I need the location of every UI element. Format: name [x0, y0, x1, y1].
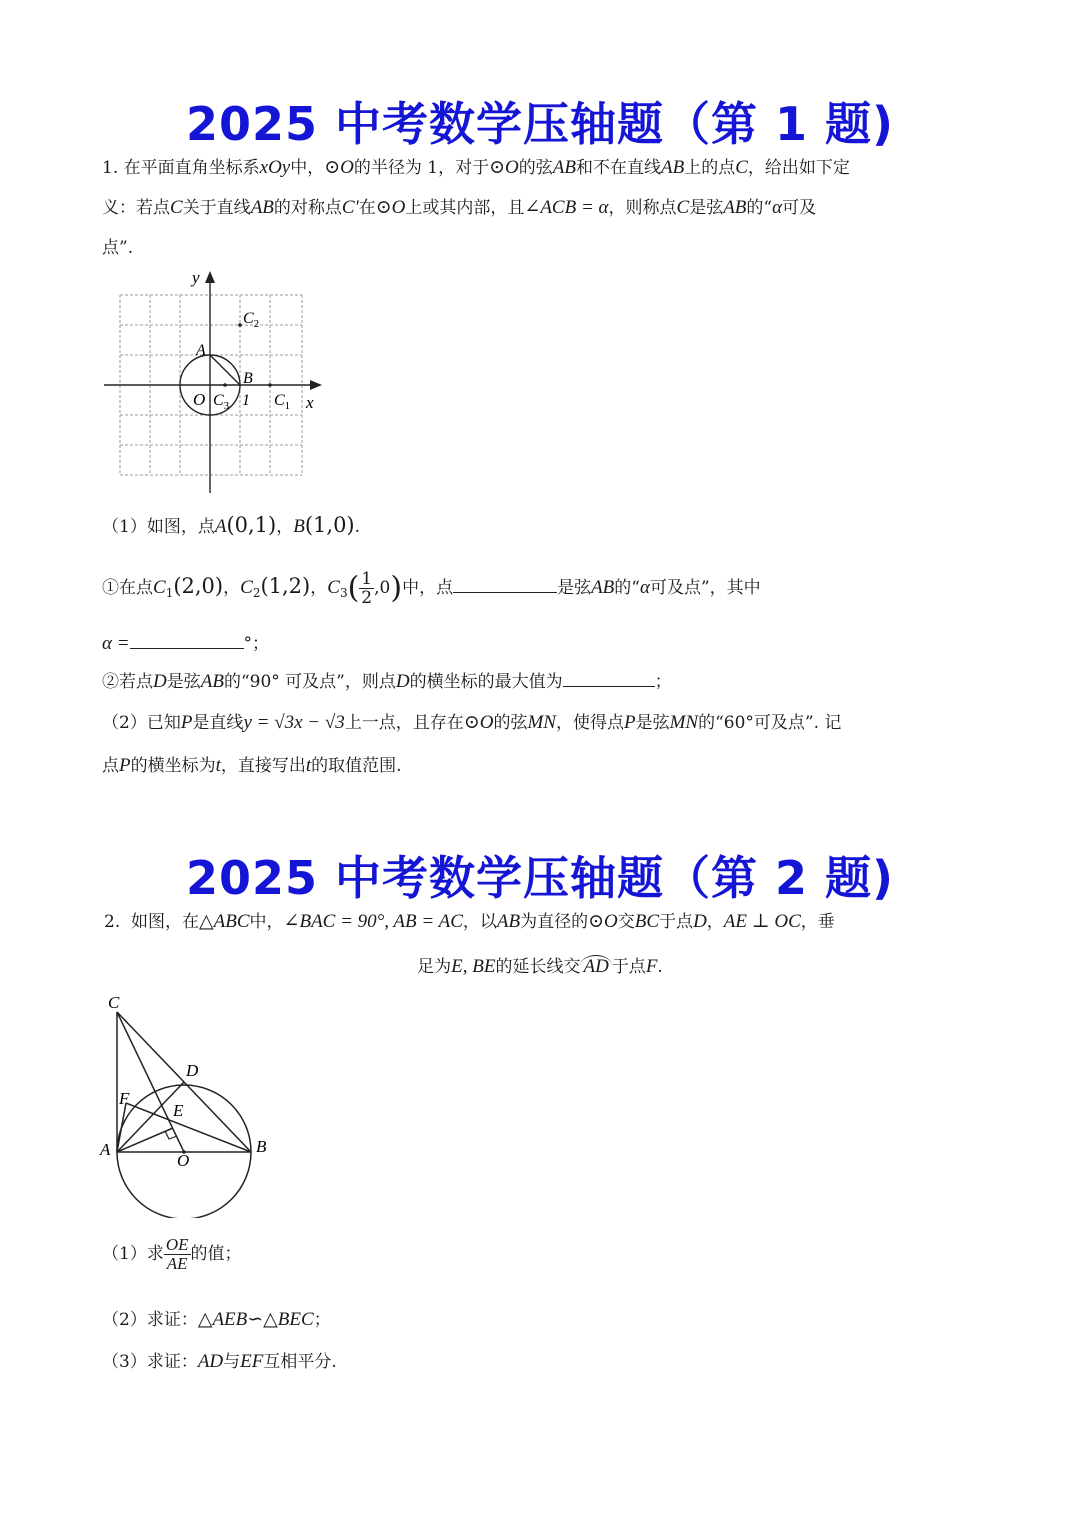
p1-part2: （2）已知P是直线y = √3x − √3上一点，且存在⊙O的弦MN，使得点P是弦MN的“60°可及点”. 记	[102, 712, 842, 733]
fraction-one-half: $\frac{1}{2}$	[361, 569, 373, 608]
label-e: E	[173, 1101, 184, 1120]
label-a: A	[100, 1140, 111, 1159]
segment-bf	[126, 1103, 251, 1152]
p1-question-1: ①在点$C_1(2,0)$，$C_2(1,2)$，$C_3$( $\frac{1}{2}$ ,0)中，点 是弦AB的“α可及点”，其中	[102, 569, 761, 608]
p1-intro-line3: 点”.	[102, 238, 134, 258]
label-b: B	[256, 1137, 267, 1156]
p2-intro-line2: 足为E, BE的延长线交 AD 于点F.	[417, 956, 663, 977]
p2-intro-line1: 2. 如图，在△ABC中，∠BAC = 90°, AB = AC，以AB为直径的⊙O交BC于点D，AE ⊥ OC，垂	[104, 911, 835, 932]
point-c3-label: $C_3$	[213, 392, 230, 412]
p2-geometry-figure	[98, 992, 278, 1218]
fraction-oe-ae: $\frac{OE}{AE}$	[165, 1235, 189, 1273]
origin-label: O	[193, 390, 206, 409]
answer-blank-point[interactable]	[453, 574, 557, 593]
arc-ad: AD	[580, 955, 611, 977]
point-b-label: B	[243, 370, 253, 387]
p1-part2-line2: 点P的横坐标为t，直接写出t的取值范围.	[102, 755, 402, 776]
label-d: D	[186, 1061, 199, 1080]
tick-one-label: 1	[242, 392, 250, 409]
problem1-title: 2025 中考数学压轴题（第 1 题)	[185, 97, 895, 151]
p2-part1: （1）求 $\frac{OE}{AE}$ 的值；	[102, 1235, 242, 1273]
answer-blank-alpha[interactable]	[130, 630, 244, 649]
point-c2-label: $C_2$	[243, 310, 260, 330]
x-axis-arrow-icon	[310, 380, 322, 390]
p2-part2: （2）求证：△AEB∽△BEC；	[102, 1309, 331, 1330]
p1-question-1b: α = °；	[102, 630, 269, 656]
answer-blank-max-x[interactable]	[563, 668, 655, 687]
point-c1-dot	[268, 383, 272, 387]
p1-coordinate-figure	[100, 265, 332, 500]
label-f: F	[119, 1089, 130, 1108]
segment-co	[117, 1012, 184, 1152]
p1-question-2: ②若点D是弦AB的“90° 可及点”，则点D的横坐标的最大值为 ；	[102, 668, 672, 694]
y-axis-arrow-icon	[205, 271, 215, 283]
p1-intro-line2: 义：若点C关于直线AB的对称点C′在⊙O上或其内部，且∠ACB = α，则称点C是弦AB的“α可及	[102, 197, 817, 218]
point-c3-dot	[223, 383, 227, 387]
point-a-label: A	[196, 342, 206, 359]
y-axis-label: y	[192, 268, 200, 287]
point-c1-label: $C_1$	[274, 392, 291, 412]
segment-ae	[117, 1128, 173, 1152]
p1-part1: （1）如图，点A(0,1)，B(1,0).	[102, 513, 361, 537]
p1-intro-line1: 1. 在平面直角坐标系xOy中，⊙O的半径为 1，对于⊙O的弦AB和不在直线AB上的点C，给出如下定	[102, 157, 850, 178]
label-c: C	[108, 993, 120, 1012]
point-c2-dot	[238, 323, 242, 327]
p2-part3: （3）求证：AD与EF互相平分.	[102, 1351, 337, 1372]
label-o: O	[177, 1151, 190, 1170]
problem2-title: 2025 中考数学压轴题（第 2 题)	[185, 851, 895, 905]
x-axis-label: x	[306, 393, 314, 412]
